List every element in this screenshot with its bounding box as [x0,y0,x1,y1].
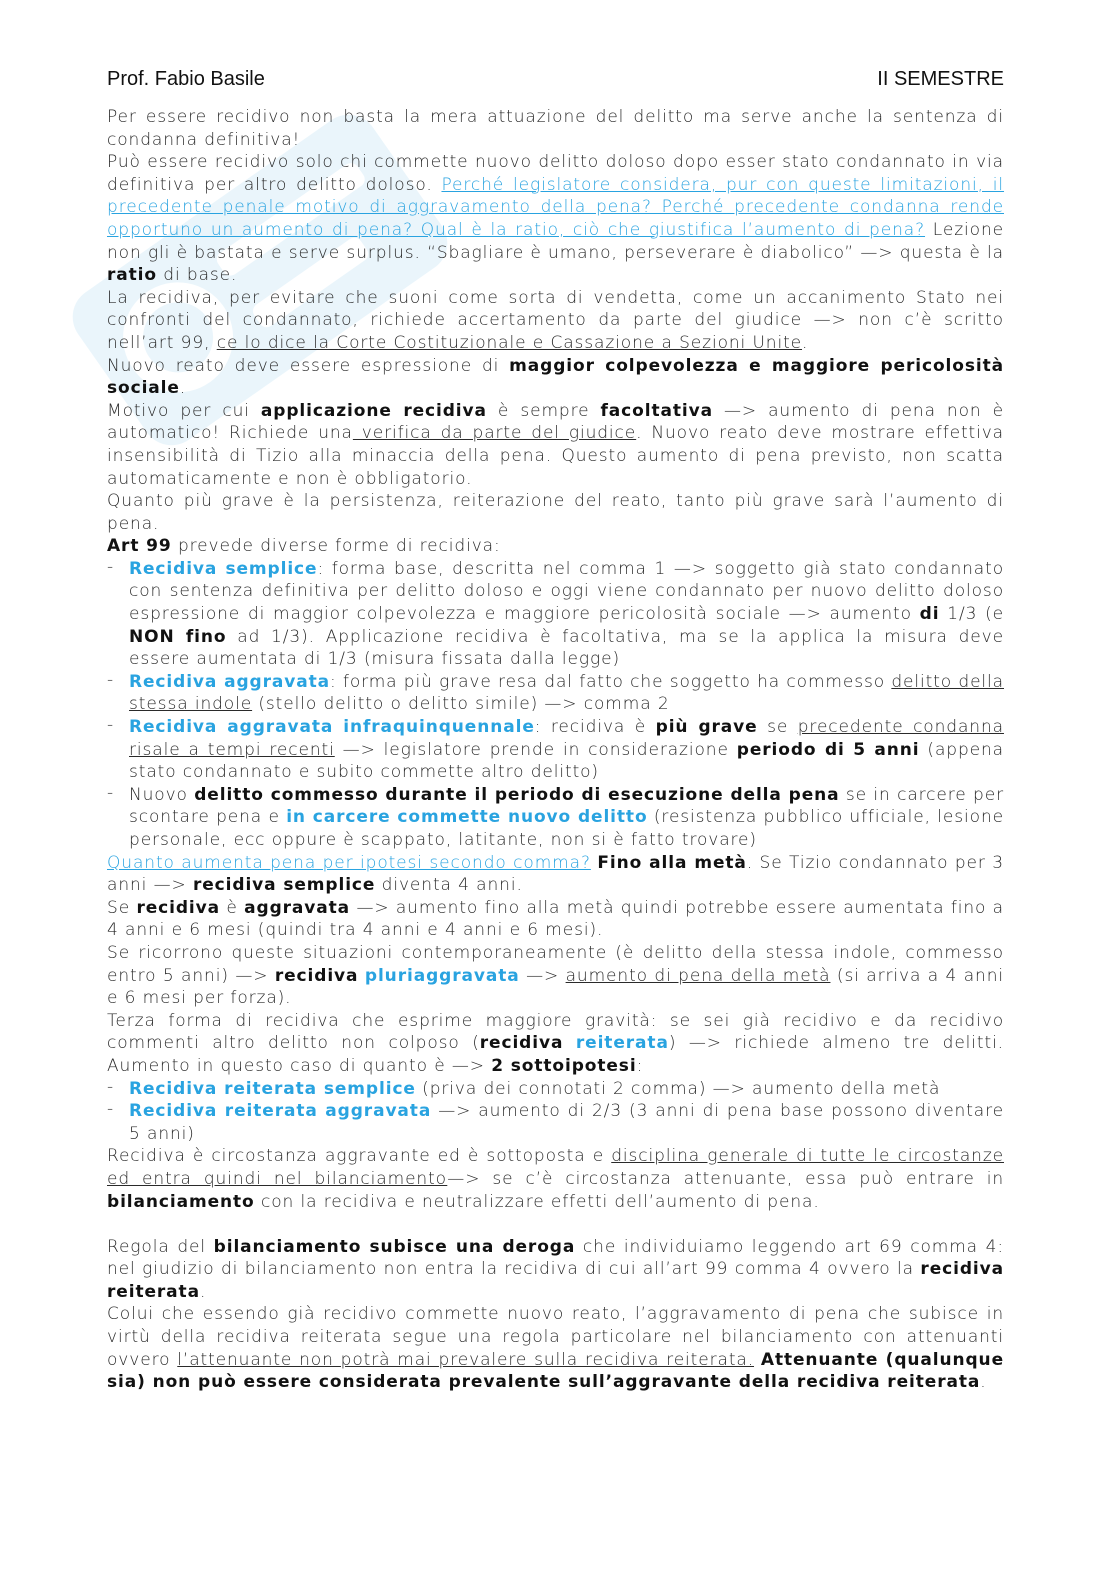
text: : forma base, descritta nel comma 1 —> soggetto già stato condannato con sentenza definitiva per delitto doloso e oggi viene condannato per nuovo delitto doloso espressione di maggior colpevolezza e maggiore pericolosità sociale —> aumento [129,558,1004,625]
text: . [980,1372,987,1393]
bold-text: delitto commesso durante il periodo di esecuzione della pena [194,784,840,805]
text: . [802,332,809,353]
paragraph [107,852,1004,897]
reiterata-list [107,1078,1004,1146]
underlined-text: l’attenuante non potrà mai prevalere sulla recidiva reiterata. [177,1349,755,1370]
bold-text: recidiva [479,1033,564,1054]
text: è sempre [486,400,601,421]
page-header [107,68,1004,91]
text: : [636,1055,644,1076]
bold-text: applicazione recidiva [260,400,487,421]
text: Nuovo [129,784,195,805]
bold-text: facoltativa [600,400,713,421]
bold-text: maggior colpevolezza e maggiore pericolosità sociale [107,355,1004,399]
bold-text: periodo di 5 anni [736,739,920,760]
text: 1/3 (e [939,604,1004,625]
text: (resistenza pubblico ufficiale, lesione personale, ecc oppure è scappato, latitante, non si è fatto trovare) [129,807,1004,850]
text: diventa 4 anni. [375,875,523,896]
list-item [129,784,1004,852]
bold-text: recidiva [136,897,221,918]
paragraph [107,942,1004,1010]
bold-text: recidiva semplice [192,875,376,896]
text: . [179,378,187,399]
text: Può essere recidivo solo chi commette nuovo delitto doloso dopo esser stato condannato in via definitiva per altro delitto doloso. [107,152,1004,195]
bold-text: Fino alla metà [597,852,747,873]
blank-line [107,1213,1004,1236]
header-semester: II SEMESTRE [877,68,1004,90]
list-item [129,671,1004,716]
document-body [107,106,1004,1394]
highlight-term: Recidiva reiterata aggravata [129,1101,432,1122]
list-item [129,558,1004,671]
text: Regola del [107,1236,214,1257]
bold-text: ratio [107,265,157,286]
text: con la recidiva e neutralizzare effetti dell’aumento di pena. [254,1191,820,1212]
paragraph: Per essere recidivo non basta la mera attuazione del delitto ma serve anche la sentenza di condanna definitiva! [107,107,1004,150]
text: Recidiva è circostanza aggravante ed è sottoposta e [107,1146,612,1167]
text: —> aumento fino alla metà quindi potrebbe essere aumentata fino a 4 anni e 6 mesi (quindi tra 4 anni e 4 anni e 6 mesi). [107,897,1004,941]
text: di base. [157,265,238,286]
text: prevede diverse forme di recidiva: [171,536,501,557]
underlined-text: disciplina generale di tutte le circostanze ed entra quindi nel bilanciamento [107,1146,1004,1189]
highlight-term: Recidiva aggravata infraquinquennale [129,717,535,738]
text: : recidiva è [534,717,656,738]
text: . Se Tizio condannato per 3 anni —> [107,852,1004,896]
bold-text: 2 sottoipotesi [491,1055,637,1076]
bold-text: recidiva reiterata [107,1259,1004,1302]
text: Se ricorrono queste situazioni contemporaneamente (è delitto della stessa indole, commesso entro 5 anni) —> [107,942,1004,986]
text: ) —> richiede almeno tre delitti. Aumento in questo caso di quanto è —> [107,1033,1004,1076]
text: (appena stato condannato e subito commette altro delitto) [129,739,1005,783]
paragraph [107,535,1004,558]
text: . Nuovo reato deve mostrare effettiva insensibilità di Tizio alla minaccia della pena. Questo aumento di pena previsto, non scatta automaticamente e non è obbligatorio. [107,423,1005,489]
bold-text: Art 99 [107,536,172,557]
underlined-text: aumento di pena della metà [565,965,831,986]
text: ad 1/3). Applicazione recidiva è facoltativa, ma se la applica la misura deve essere aumentata di 1/3 (misura fissata dalla legge) [129,626,1004,670]
text: Se [107,897,137,918]
text: La recidiva, per evitare che suoni come sorta di vendetta, come un accanimento Stato nei confronti del condannato, richiede accertamento da parte del giudice —> non c’è scritto nell’art 99, [107,287,1004,353]
text: : forma più grave resa dal fatto che soggetto ha commesso [330,671,892,692]
bold-text: di [919,604,940,625]
highlight-term: in carcere commette nuovo delitto [286,807,648,828]
paragraph [107,1010,1004,1078]
text: —> aumento di 2/3 (3 anni di pena base possono diventare 5 anni) [129,1101,1004,1144]
text: —> legislatore prende in considerazione [334,739,737,760]
list-item [129,716,1004,784]
text: se in carcere per scontare pena e [129,784,1004,828]
underlined-text: precedente condanna risale a tempi recenti [129,717,1004,760]
text: (si arriva a 4 anni e 6 mesi per forza). [107,965,1004,1009]
recidiva-forms-list [107,558,1004,852]
paragraph [107,897,1004,942]
highlight-term: Recidiva semplice [129,558,318,579]
bold-text: aggravata [244,897,351,918]
text [563,1033,576,1053]
paragraph [107,1145,1004,1213]
text: (stello delitto o delitto simile) —> comma 2 [252,694,670,715]
text: se [757,717,798,738]
text: Colui che essendo già recidivo commette nuovo reato, l’aggravamento di pena che subisce in virtù della recidiva reiterata segue una regola particolare nel bilanciamento con attenuanti ovvero [107,1304,1004,1370]
text: è [220,897,245,918]
highlight-term: Recidiva reiterata semplice [129,1078,416,1099]
paragraph [107,355,1004,400]
highlight-term: Recidiva aggravata [129,671,331,692]
bold-text: bilanciamento subisce una deroga [213,1236,576,1257]
underlined-text: verifica da parte del giudice [352,423,637,444]
text: Nuovo reato deve essere espressione di [107,355,510,376]
question-link[interactable]: Quanto aumenta pena per ipotesi secondo comma? [107,852,591,873]
highlight-term: pluriaggravata [364,965,520,986]
underlined-text: delitto della stessa indole [129,671,1004,715]
paragraph [107,1303,1004,1393]
text: (priva dei connotati 2 comma) —> aumento della metà [415,1078,941,1099]
paragraph: Quanto più grave è la persistenza, reiterazione del reato, tanto più grave sarà l’aumento di pena. [107,491,1004,534]
list-item [129,1078,1004,1101]
text: —> se c’è circostanza attenuante, essa può entrare in [447,1168,1004,1189]
text: —> aumento di pena non è automatico! Richiede una [107,400,1004,444]
text: —> [519,965,566,986]
text: Lezione non gli è bastata e serve surplus. “Sbagliare è umano, perseverare è diabolico” —> questa è la [107,219,1004,263]
text: Motivo per cui [107,400,261,421]
bold-text: più grave [655,717,758,738]
paragraph [107,287,1004,355]
bold-text: recidiva [274,965,359,986]
bold-text: bilanciamento [107,1191,255,1212]
text: . [199,1281,207,1302]
text: Terza forma di recidiva che esprime maggiore gravità: se sei già recidivo e da recidivo commenti altro delitto non colposo ( [107,1010,1004,1054]
header-author: Prof. Fabio Basile [107,68,265,90]
paragraph [107,1236,1004,1304]
paragraph [107,151,1004,287]
paragraph [107,400,1004,490]
bold-text: NON fino [129,626,227,647]
bold-text: Attenuante (qualunque sia) non può essere considerata prevalente sull’aggravante della recidiva reiterata [107,1349,1004,1393]
text [754,1350,761,1370]
text: che individuiamo leggendo art 69 comma 4: nel giudizio di bilanciamento non entra la recidiva di cui all’art 99 comma 4 ovvero la [107,1236,1004,1280]
underlined-text: ce lo dice la Corte Costituzionale e Cassazione a Sezioni Unite [216,332,803,353]
list-item [129,1100,1004,1145]
question-link[interactable]: Perché legislatore considera, pur con queste limitazioni, il precedente penale motivo di aggravamento della pena? Perché precedente condanna rende opportuno un aumento di pena? Qual è la ratio, ciò che giustifica l’aumento di pena? [107,174,1005,240]
highlight-term: reiterata [575,1033,669,1054]
